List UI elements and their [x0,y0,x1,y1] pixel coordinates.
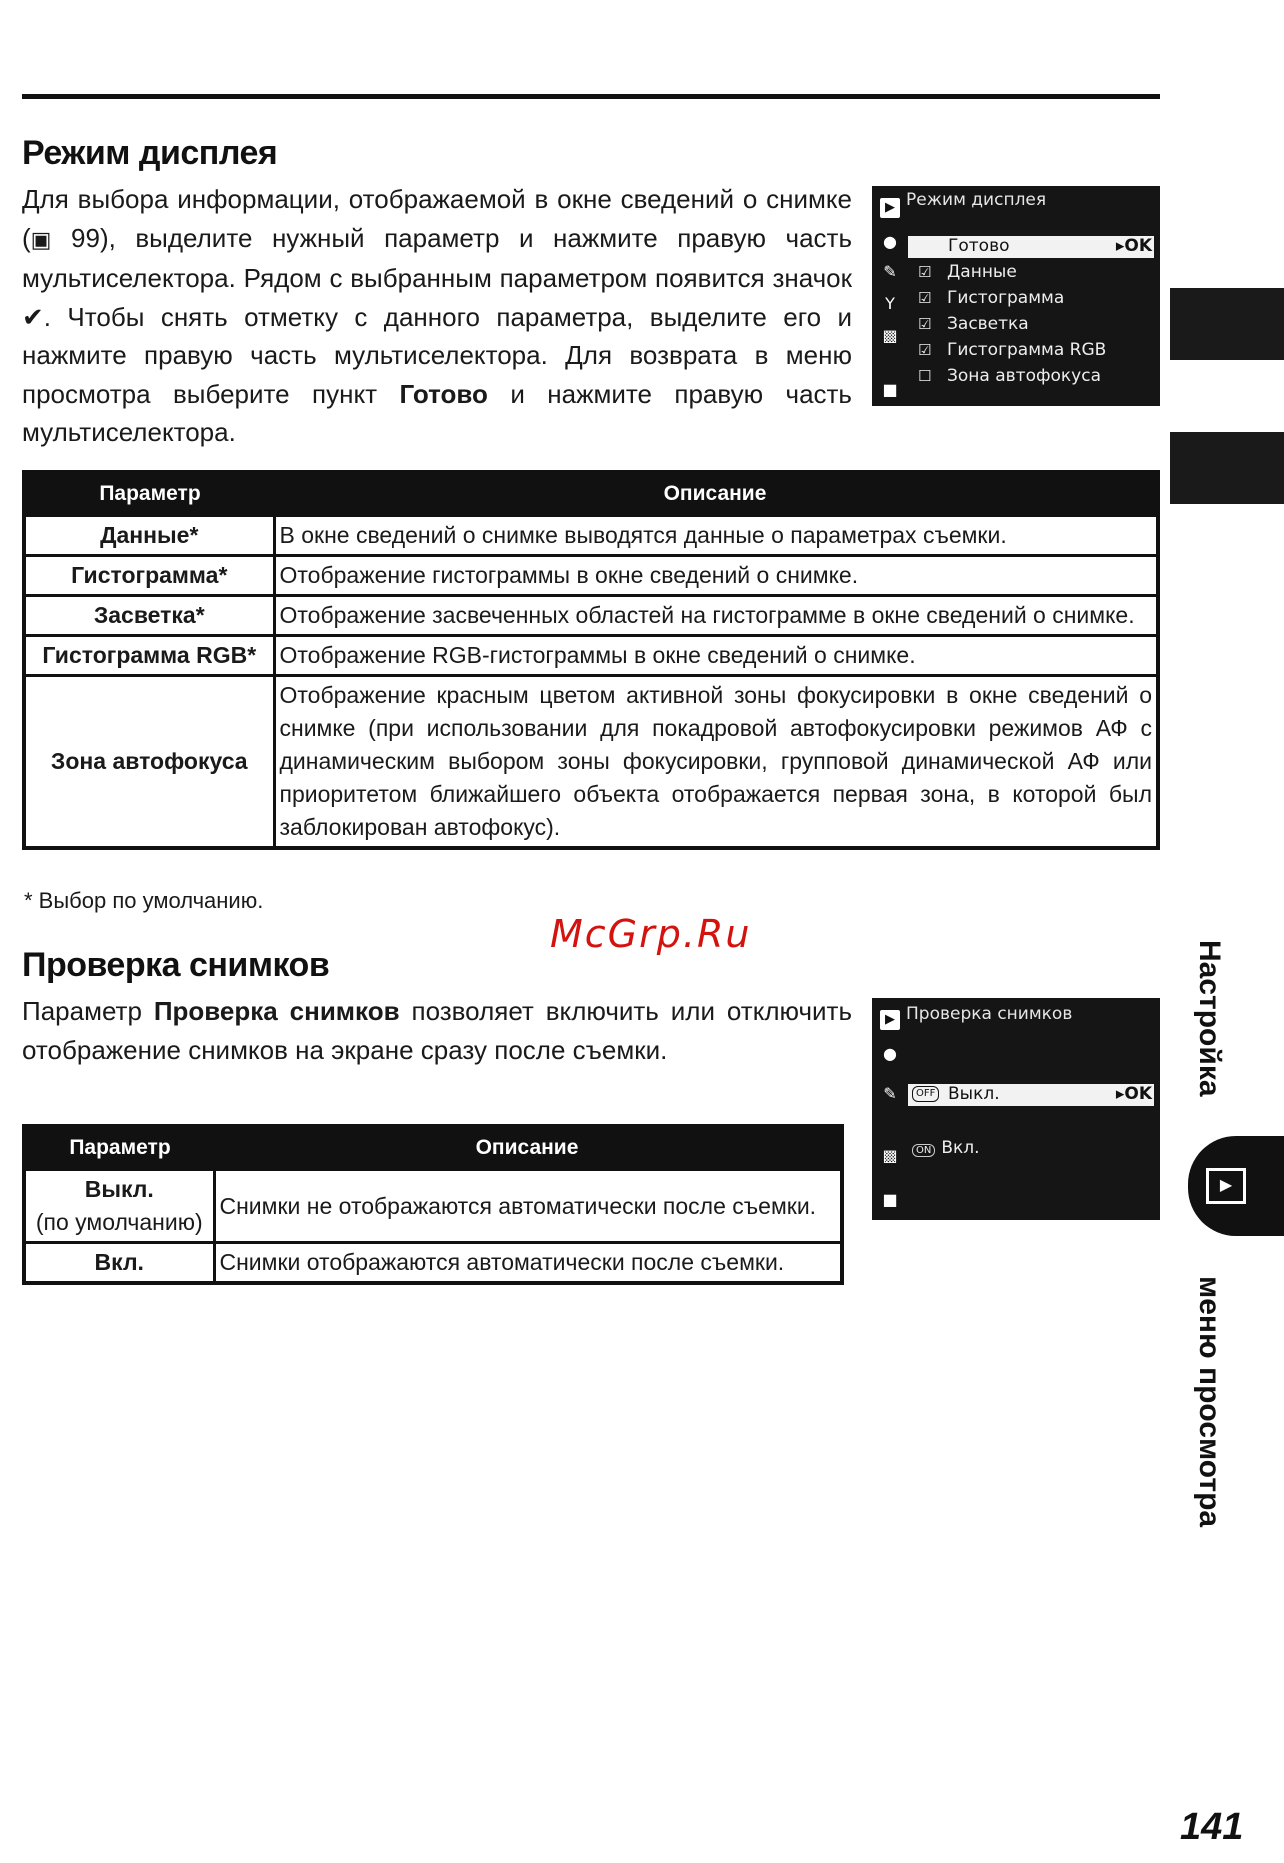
paragraph-text-b: ), выделите нужный параметр и нажмите правую часть мультиселектора. Рядом с выбранным параметром появится значок ✔. Чтобы снять отметку с данного параметра, выделите его и нажмите правую часть мультиселектора. Для возврата в меню просмотра выберите пункт [22,222,852,409]
done-label: Готово [948,236,1010,256]
menu-item-label: Засветка [947,314,1029,334]
menu-item-label: Гистограмма [947,288,1065,308]
desc-cell: Отображение красным цветом активной зоны фокусировки в окне сведений о снимке (при использовании для покадровой автофокусировки режимов АФ с динамическим выбором зоны фокусировки, групповой динамической АФ или приоритетом ближайшего объекта отображается первая зона, в которой был заблокирован автофокус). [274,676,1158,849]
pencil-icon: ✎ [883,1084,897,1103]
help-icon: ■ [882,1190,898,1209]
table-header-param: Параметр [24,1126,214,1170]
camera-icon: ● [883,232,897,251]
desc-cell: В окне сведений о снимке выводятся данные о параметрах съемки. [274,516,1158,556]
ok-indicator: ▸OK [1115,1084,1152,1104]
paragraph-text-c: и нажмите правую часть мультиселектора. [22,378,852,447]
table-header-desc: Описание [274,472,1158,516]
menu-item-label: Данные [947,262,1017,282]
playback-icon: ▶ [880,1010,900,1030]
ok-indicator: ▸OK [1115,236,1152,256]
param-cell: Засветка* [24,596,274,636]
display-mode-table [22,470,1160,850]
off-label: Выкл. [948,1084,1000,1104]
on-menu-item[interactable] [912,1138,980,1158]
menu-item-highlights[interactable] [918,314,1029,334]
footnote: * Выбор по умолчанию. [24,888,264,913]
desc-cell: Снимки не отображаются автоматически после съемки. [214,1170,842,1243]
section-paragraph-display-mode [22,180,852,452]
section-title-display-mode: Режим дисплея [22,134,278,172]
top-rule [22,94,1160,99]
section-paragraph-image-review [22,992,852,1069]
checkbox-icon: ☑ [918,315,932,333]
menu-item-label: Зона автофокуса [947,366,1102,386]
off-menu-item[interactable] [908,1084,1154,1106]
screen-sidebar [872,998,908,1220]
playback-menu-tab [1188,1136,1284,1236]
checkbox-icon: ☑ [918,289,932,307]
param-cell: Данные* [24,516,274,556]
table-row [24,1170,842,1243]
retouch-icon: ▩ [882,1146,898,1165]
done-menu-item[interactable] [908,236,1154,258]
param-cell: Гистограмма RGB* [24,636,274,676]
watermark: McGrp.Ru [550,912,752,956]
table-row [24,676,1158,849]
done-keyword: Готово [399,378,488,409]
table-row [24,556,1158,596]
camera-screen-image-review [872,998,1160,1220]
param-name: Выкл. [84,1176,154,1202]
menu-item-data[interactable] [918,262,1017,282]
table-header-row [24,472,1158,516]
pencil-icon: ✎ [883,262,897,281]
paragraph-text-a: Параметр [22,996,154,1026]
paragraph-text-a: Для выбора информации, отображаемой в окне сведений о снимке ( [22,184,852,253]
playback-tab-icon: ▶ [1206,1168,1246,1204]
section-title-image-review: Проверка снимков [22,946,330,984]
menu-item-histogram[interactable] [918,288,1064,308]
side-tab-setup-label: Настройка [1193,940,1226,1097]
image-review-keyword: Проверка снимков [153,996,400,1026]
param-cell: Зона автофокуса [24,676,274,849]
desc-cell: Отображение RGB-гистограммы в окне сведений о снимке. [274,636,1158,676]
wrench-icon: Y [885,294,895,313]
help-icon: ■ [882,380,898,399]
param-cell: Гистограмма* [24,556,274,596]
menu-item-focus-point[interactable] [918,366,1101,386]
table-row [24,596,1158,636]
playback-icon: ▶ [880,198,900,218]
side-tab-block-upper [1170,288,1284,360]
page-ref-number: 99 [71,222,100,253]
page-ref-icon: ▣ [30,226,52,252]
side-tab-playback-label: меню просмотра [1193,1276,1226,1528]
desc-cell: Отображение гистограммы в окне сведений о снимке. [274,556,1158,596]
table-header-row [24,1126,842,1170]
param-cell [24,1170,214,1243]
on-label: Вкл. [941,1138,980,1158]
image-review-table [22,1124,844,1285]
retouch-icon: ▩ [882,326,898,345]
screen-sidebar [872,186,908,406]
paragraph-text-b: позволяет включить или отключить отображение снимков на экране сразу после съемки. [22,996,852,1065]
menu-item-label: Гистограмма RGB [947,340,1107,360]
camera-screen-display-mode [872,186,1160,406]
on-icon: ON [912,1144,935,1157]
param-cell: Вкл. [24,1243,214,1284]
table-header-desc: Описание [214,1126,842,1170]
param-default-note: (по умолчанию) [35,1209,203,1235]
table-row [24,516,1158,556]
screen-title: Проверка снимков [906,1004,1073,1024]
off-icon: OFF [912,1086,939,1102]
side-tab-block-lower [1170,432,1284,504]
checkbox-icon: ☑ [918,341,932,359]
checkbox-icon: ☐ [918,367,932,385]
screen-title: Режим дисплея [906,190,1047,210]
menu-item-rgb-histogram[interactable] [918,340,1106,360]
desc-cell: Снимки отображаются автоматически после съемки. [214,1243,842,1284]
page-number: 141 [1180,1806,1244,1848]
desc-cell: Отображение засвеченных областей на гистограмме в окне сведений о снимке. [274,596,1158,636]
table-header-param: Параметр [24,472,274,516]
table-row [24,1243,842,1284]
camera-icon: ● [883,1044,897,1063]
table-row [24,636,1158,676]
checkbox-icon: ☑ [918,263,932,281]
